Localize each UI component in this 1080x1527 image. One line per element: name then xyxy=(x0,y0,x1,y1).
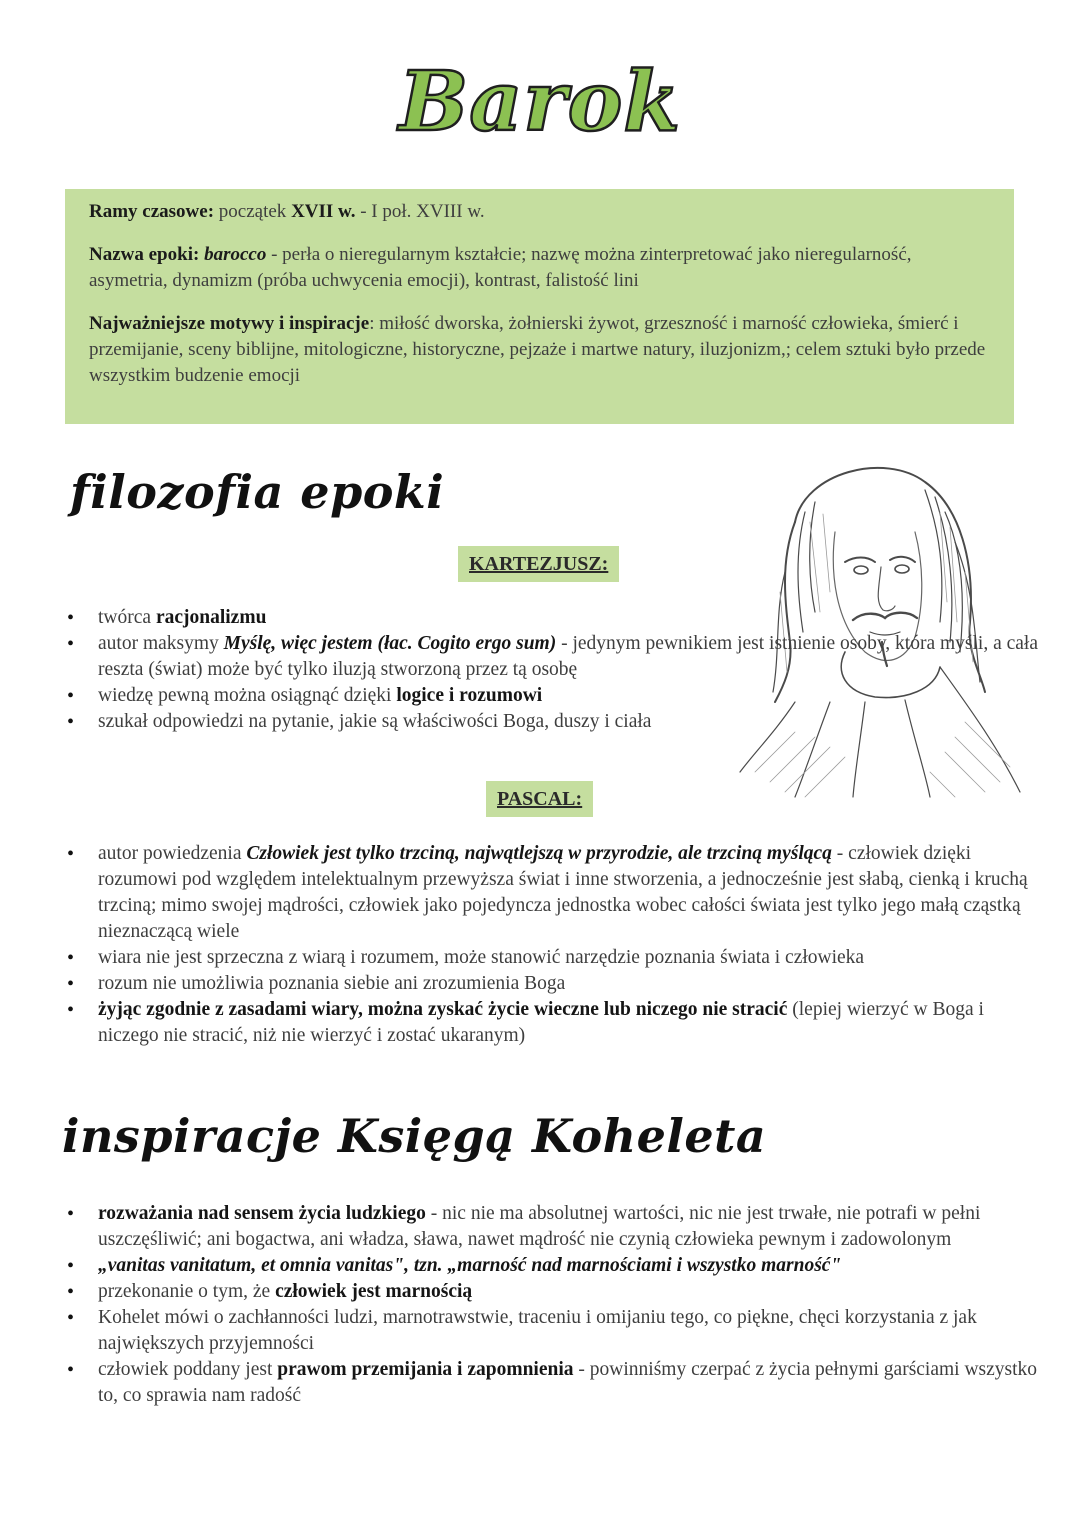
time-frame: Ramy czasowe: początek XVII w. - I poł. XVIII w. xyxy=(89,201,485,222)
list-item: • autor maksymy Myślę, więc jestem (łac. Cogito ergo sum) - jedynym pewnikiem jest istnienie osoby, która myśli, a cała reszta (świat) może być tylko iluzją stworzoną przez tą osobę xyxy=(98,631,1048,683)
epoch-name: Nazwa epoki: barocco - perła o nieregularnym kształcie; nazwę można zinterpretować jako nieregularność, asymetria, dynamizm (próba uchwycenia emocji), kontrast, falistość lini xyxy=(89,244,912,291)
list-item: • twórca racjonalizmu xyxy=(98,605,1048,631)
list-item: • szukał odpowiedzi na pytanie, jakie są właściwości Boga, duszy i ciała xyxy=(98,709,1048,735)
list-item: • autor powiedzenia Człowiek jest tylko trzciną, najwątlejszą w przyrodzie, ale trzciną myślącą - człowiek dzięki rozumowi pod względem intelektualnym przewyższa świat i inne stworzenia, a jednocześnie jest słabą, cienką i kruchą trzciną; mimo swojej mądrości, człowiek jako pojedyncza jednostka wobec całości świata jest tylko jego małą cząstką nieznaczącą wiele xyxy=(98,841,1048,945)
list-item: • przekonanie o tym, że człowiek jest marnością xyxy=(98,1279,1048,1305)
list-item: • rozważania nad sensem życia ludzkiego - nic nie ma absolutnej wartości, nic nie jest trwałe, nie potrafi w pełni uszczęśliwić; ani bogactwa, ani władza, sława, nawet mądrość nie czynią człowieka pewnym i zadowolonym xyxy=(98,1201,1048,1253)
pascal-heading: PASCAL: xyxy=(486,781,593,817)
list-item: • „vanitas vanitatum, et omnia vanitas", tzn. „marność nad marnościami i wszystko marność" xyxy=(98,1253,1048,1279)
kartezjusz-list xyxy=(64,605,1048,735)
page-title: Barok xyxy=(398,54,682,150)
list-item: • Kohelet mówi o zachłanności ludzi, marnotrawstwie, traceniu i omijaniu tego, co piękne, chęci korzystania z jak największych przyjemności xyxy=(98,1305,1048,1357)
kartezjusz-heading: KARTEZJUSZ: xyxy=(458,546,619,582)
kohelet-list xyxy=(64,1201,1048,1409)
philosophy-heading: filozofia epoki xyxy=(70,465,445,519)
list-item: • człowiek poddany jest prawom przemijania i zapomnienia - powinniśmy czerpać z życia pełnymi garściami wszystko to, co sprawia nam radość xyxy=(98,1357,1048,1409)
kohelet-heading: inspiracje Księgą Koheleta xyxy=(62,1109,767,1163)
list-item: • wiedzę pewną można osiągnąć dzięki logice i rozumowi xyxy=(98,683,1048,709)
list-item: • żyjąc zgodnie z zasadami wiary, można zyskać życie wieczne lub niczego nie stracić (lepiej wierzyć w Boga i niczego nie stracić, niż nie wierzyć i zostać ukaranym) xyxy=(98,997,1048,1049)
list-item: • rozum nie umożliwia poznania siebie ani zrozumienia Boga xyxy=(98,971,1048,997)
list-item: • wiara nie jest sprzeczna z wiarą i rozumem, może stanowić narzędzie poznania świata i człowieka xyxy=(98,945,1048,971)
motifs: Najważniejsze motywy i inspiracje: miłość dworska, żołnierski żywot, grzeszność i marność człowieka, śmierć i przemijanie, sceny biblijne, mitologiczne, historyczne, pejzaże i martwe natury, iluzjonizm,; celem sztuki było przede wszystkim budzenie emocji xyxy=(89,313,986,386)
epoch-info-box xyxy=(65,189,1014,424)
pascal-list xyxy=(64,841,1048,1049)
